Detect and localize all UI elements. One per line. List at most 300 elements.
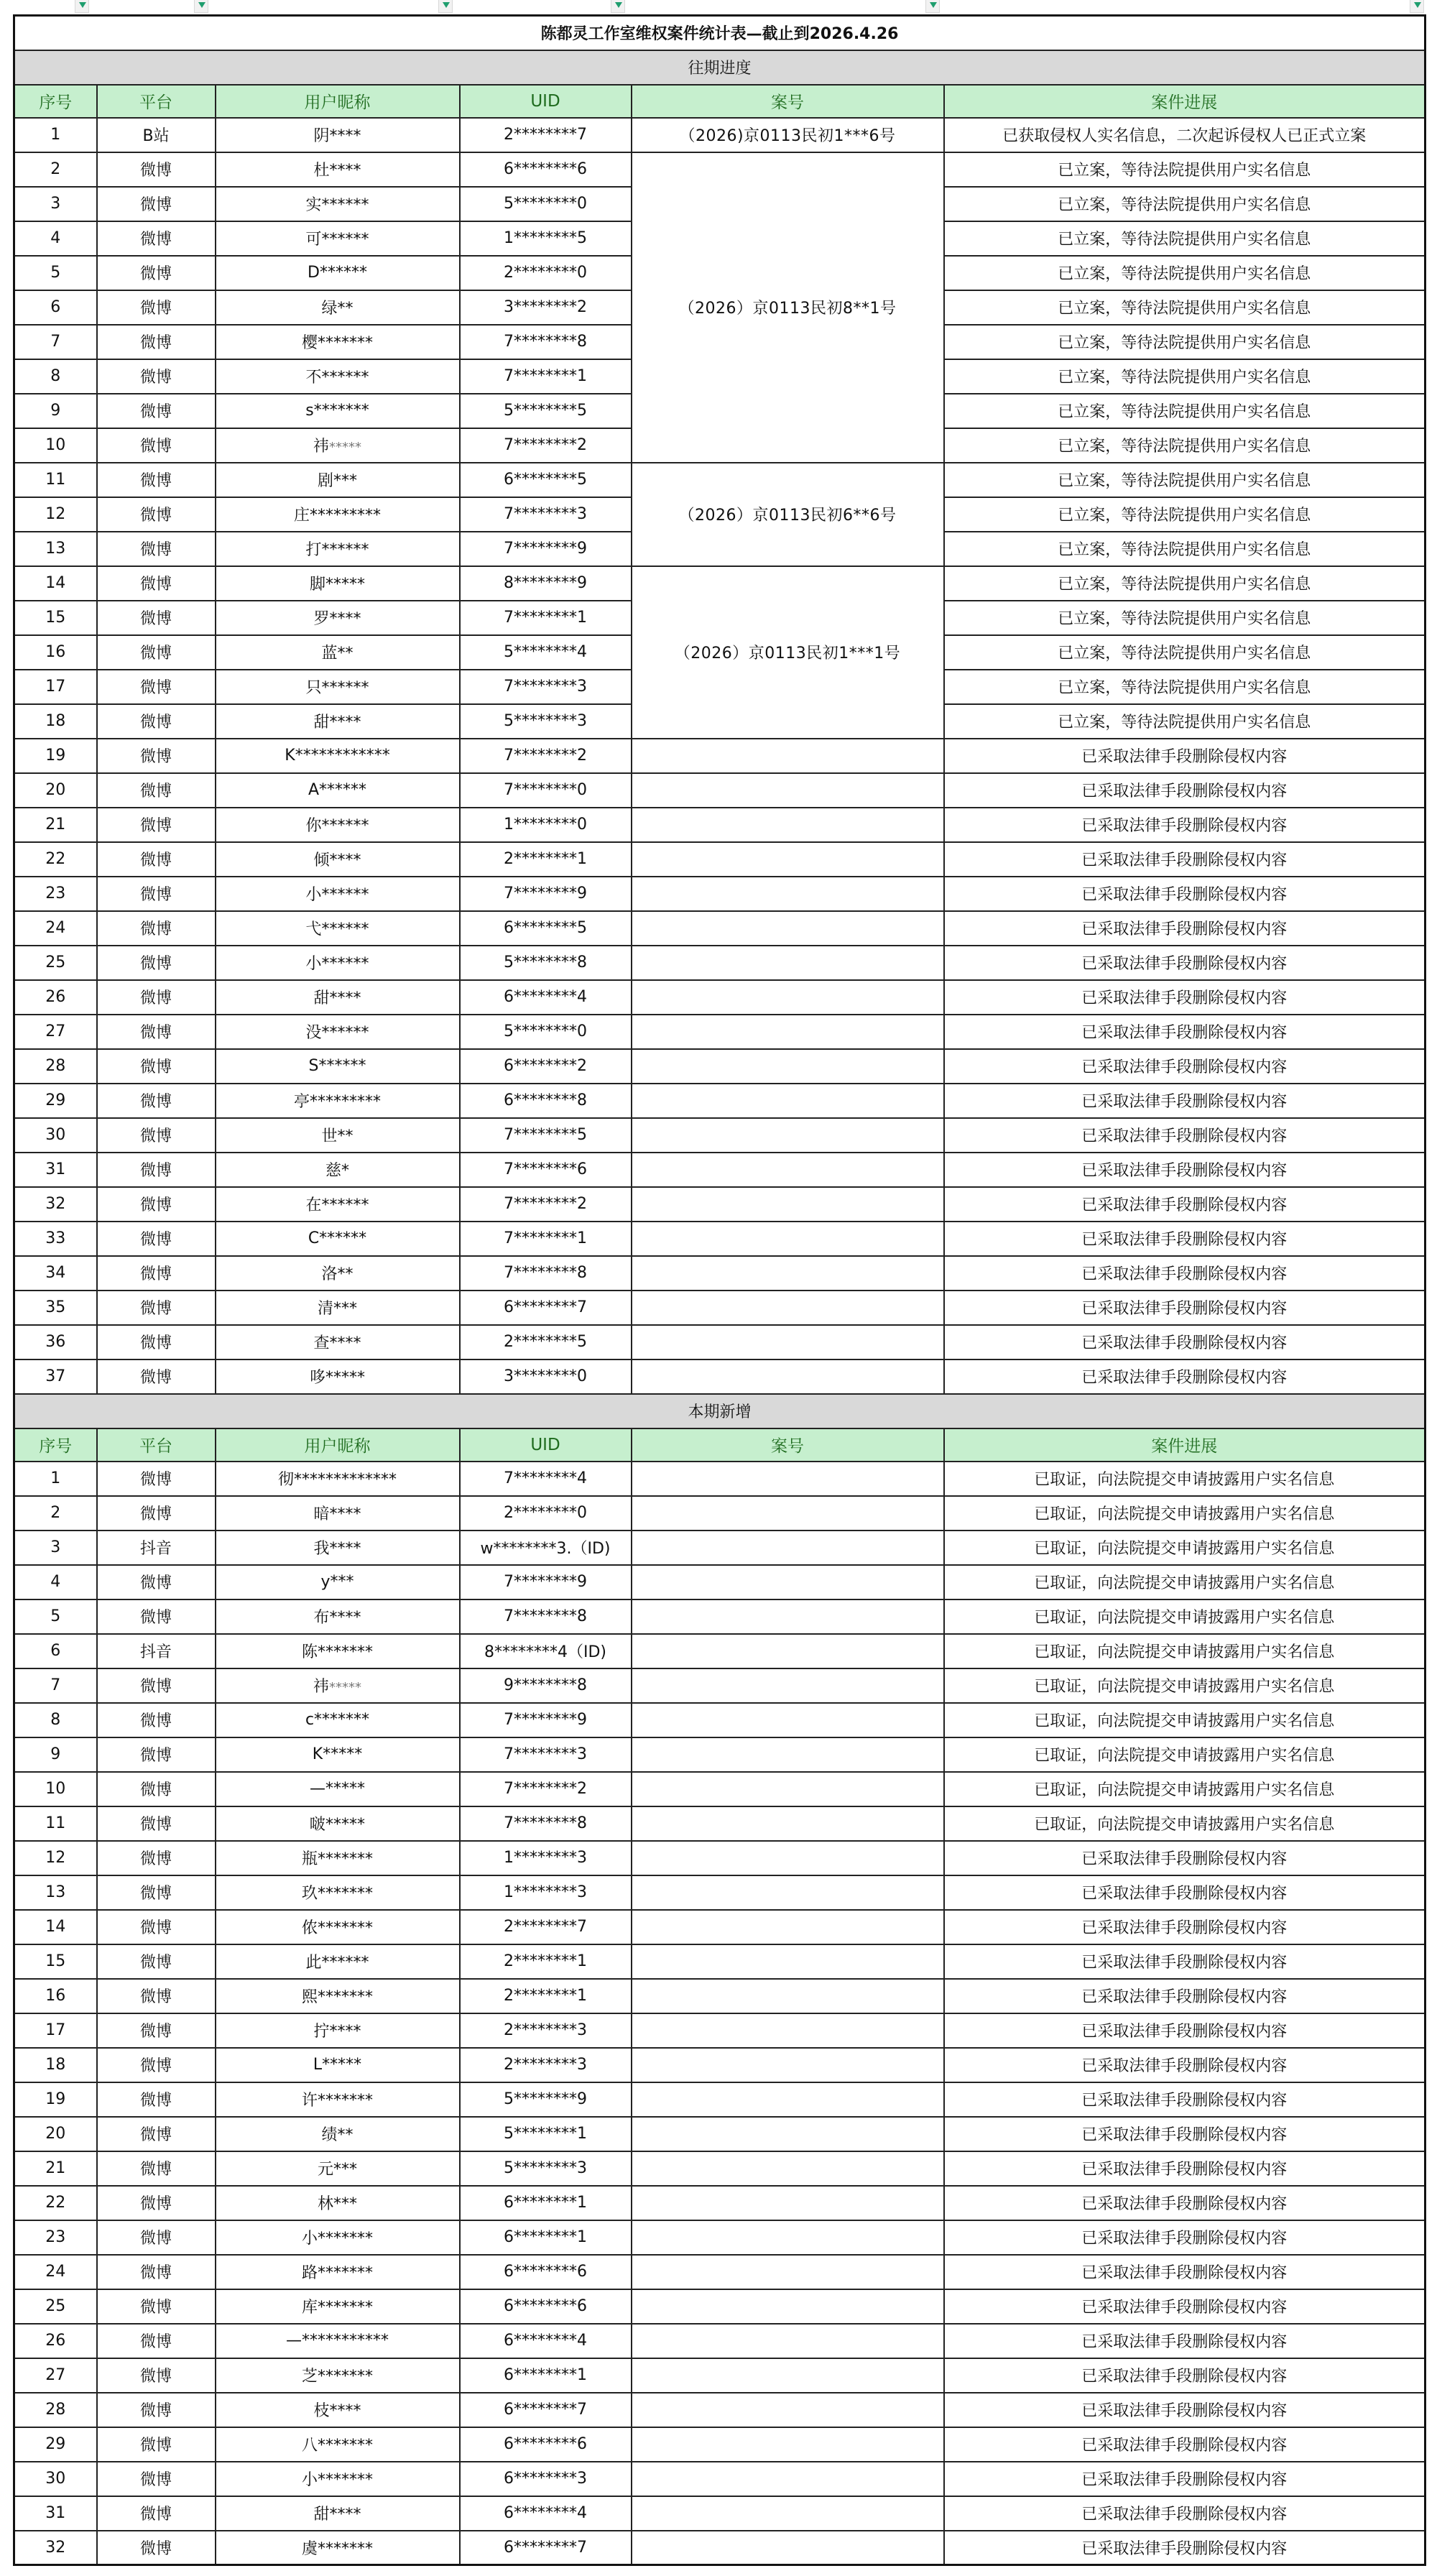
case-progress-cell: 已采取法律手段删除侵权内容 xyxy=(944,1875,1426,1910)
row-number: 16 xyxy=(14,1979,97,2013)
nickname-cell: 杜**** xyxy=(216,152,460,187)
platform-cell: 微博 xyxy=(97,2117,216,2151)
table-row xyxy=(14,1256,1426,1291)
platform-cell: 微博 xyxy=(97,2393,216,2427)
platform-cell: 微博 xyxy=(97,1084,216,1118)
table-row xyxy=(14,1772,1426,1806)
platform-cell: 微博 xyxy=(97,497,216,532)
row-number: 6 xyxy=(14,1634,97,1668)
case-progress-cell: 已采取法律手段删除侵权内容 xyxy=(944,1187,1426,1222)
nickname-cell: 弋****** xyxy=(216,911,460,946)
case-number-cell xyxy=(632,980,944,1015)
case-progress-cell: 已取证，向法院提交申请披露用户实名信息 xyxy=(944,1772,1426,1806)
table-row xyxy=(14,2013,1426,2048)
platform-cell: 微博 xyxy=(97,601,216,635)
case-progress-cell: 已采取法律手段删除侵权内容 xyxy=(944,2324,1426,2358)
case-progress-cell: 已采取法律手段删除侵权内容 xyxy=(944,980,1426,1015)
uid-cell: 5********0 xyxy=(460,187,632,221)
nickname-cell: 打****** xyxy=(216,532,460,566)
case-progress-cell: 已采取法律手段删除侵权内容 xyxy=(944,2117,1426,2151)
row-number: 35 xyxy=(14,1291,97,1325)
case-number-cell xyxy=(632,2289,944,2324)
column-header-uid[interactable]: UID xyxy=(460,85,632,118)
case-progress-cell: 已采取法律手段删除侵权内容 xyxy=(944,808,1426,842)
table-row xyxy=(14,1531,1426,1565)
case-progress-cell: 已采取法律手段删除侵权内容 xyxy=(944,2255,1426,2289)
case-progress-cell: 已采取法律手段删除侵权内容 xyxy=(944,1910,1426,1944)
case-number-cell xyxy=(632,1979,944,2013)
platform-cell: 微博 xyxy=(97,670,216,704)
case-progress-cell: 已采取法律手段删除侵权内容 xyxy=(944,946,1426,980)
column-header-row xyxy=(14,85,1426,118)
table-row xyxy=(14,1187,1426,1222)
case-progress-cell: 已采取法律手段删除侵权内容 xyxy=(944,1049,1426,1084)
uid-cell: 6********6 xyxy=(460,152,632,187)
case-progress-cell: 已采取法律手段删除侵权内容 xyxy=(944,2358,1426,2393)
uid-cell: 2********3 xyxy=(460,2048,632,2082)
case-progress-cell: 已取证，向法院提交申请披露用户实名信息 xyxy=(944,1634,1426,1668)
uid-cell: 6********1 xyxy=(460,2186,632,2220)
case-progress-cell: 已立案，等待法院提供用户实名信息 xyxy=(944,221,1426,256)
column-filter-dropdown-icon[interactable] xyxy=(438,0,453,13)
case-progress-cell: 已取证，向法院提交申请披露用户实名信息 xyxy=(944,1703,1426,1737)
nickname-cell: 倾**** xyxy=(216,842,460,877)
platform-cell: 微博 xyxy=(97,1599,216,1634)
case-progress-cell: 已采取法律手段删除侵权内容 xyxy=(944,1084,1426,1118)
uid-cell: 5********4 xyxy=(460,635,632,670)
uid-cell: 7********1 xyxy=(460,1222,632,1256)
platform-cell: 微博 xyxy=(97,1496,216,1531)
column-filter-dropdown-icon[interactable] xyxy=(194,0,208,13)
row-number: 3 xyxy=(14,187,97,221)
column-header-nickname[interactable]: 用户昵称 xyxy=(216,85,460,118)
table-row xyxy=(14,1910,1426,1944)
uid-cell: 6********3 xyxy=(460,2462,632,2496)
case-progress-cell: 已采取法律手段删除侵权内容 xyxy=(944,1841,1426,1875)
case-progress-cell: 已立案，等待法院提供用户实名信息 xyxy=(944,428,1426,463)
nickname-cell: 绿** xyxy=(216,290,460,325)
nickname-cell: —*********** xyxy=(216,2324,460,2358)
row-number: 21 xyxy=(14,808,97,842)
case-number-cell xyxy=(632,739,944,773)
case-progress-cell: 已采取法律手段删除侵权内容 xyxy=(944,2013,1426,2048)
table-row xyxy=(14,1496,1426,1531)
table-row xyxy=(14,739,1426,773)
platform-cell: 微博 xyxy=(97,1187,216,1222)
table-row xyxy=(14,1944,1426,1979)
platform-cell: 微博 xyxy=(97,2324,216,2358)
platform-cell: 微博 xyxy=(97,773,216,808)
uid-cell: 7********9 xyxy=(460,532,632,566)
nickname-cell: 阴**** xyxy=(216,118,460,152)
case-progress-cell: 已立案，等待法院提供用户实名信息 xyxy=(944,566,1426,601)
nickname-cell: 实****** xyxy=(216,187,460,221)
table-row xyxy=(14,1118,1426,1153)
column-header-case_no[interactable]: 案号 xyxy=(632,1428,944,1462)
case-number-cell xyxy=(632,1325,944,1359)
table-row xyxy=(14,1599,1426,1634)
case-number-cell xyxy=(632,1565,944,1599)
row-number: 22 xyxy=(14,2186,97,2220)
platform-cell: 微博 xyxy=(97,877,216,911)
row-number: 27 xyxy=(14,1015,97,1049)
nickname-cell: 亭********* xyxy=(216,1084,460,1118)
table-row xyxy=(14,1565,1426,1599)
case-progress-cell: 已立案，等待法院提供用户实名信息 xyxy=(944,532,1426,566)
case-number-cell xyxy=(632,773,944,808)
case-number-cell xyxy=(632,1944,944,1979)
case-number-cell xyxy=(632,1875,944,1910)
case-number-cell xyxy=(632,2255,944,2289)
platform-cell: 微博 xyxy=(97,2013,216,2048)
platform-cell: 微博 xyxy=(97,187,216,221)
nickname-initial: 祎 xyxy=(313,1678,329,1696)
uid-cell: 2********1 xyxy=(460,1944,632,1979)
row-number: 20 xyxy=(14,2117,97,2151)
uid-cell: 6********5 xyxy=(460,463,632,497)
uid-cell: 7********1 xyxy=(460,359,632,394)
table-row xyxy=(14,2427,1426,2462)
column-header-progress[interactable]: 案件进展 xyxy=(944,1428,1426,1462)
platform-cell: 微博 xyxy=(97,842,216,877)
column-header-nickname[interactable]: 用户昵称 xyxy=(216,1428,460,1462)
uid-cell: 7********5 xyxy=(460,1118,632,1153)
case-number-cell: （2026)京0113民初1***6号 xyxy=(632,118,944,152)
row-number: 1 xyxy=(14,118,97,152)
column-header-progress[interactable]: 案件进展 xyxy=(944,85,1426,118)
row-number: 5 xyxy=(14,1599,97,1634)
case-progress-cell: 已获取侵权人实名信息，二次起诉侵权人已正式立案 xyxy=(944,118,1426,152)
table-row xyxy=(14,1462,1426,1496)
case-number-cell xyxy=(632,2117,944,2151)
nickname-cell: 查**** xyxy=(216,1325,460,1359)
column-header-uid[interactable]: UID xyxy=(460,1428,632,1462)
row-number: 3 xyxy=(14,1531,97,1565)
nickname-cell: 熙******* xyxy=(216,1979,460,2013)
table-row xyxy=(14,911,1426,946)
nickname-cell: 拧**** xyxy=(216,2013,460,2048)
nickname-cell: A****** xyxy=(216,773,460,808)
case-progress-cell: 已立案，等待法院提供用户实名信息 xyxy=(944,635,1426,670)
case-number-cell xyxy=(632,2013,944,2048)
row-number: 8 xyxy=(14,359,97,394)
column-filter-dropdown-icon[interactable] xyxy=(75,0,89,13)
column-header-platform[interactable]: 平台 xyxy=(97,85,216,118)
table-row xyxy=(14,1668,1426,1703)
platform-cell: 微博 xyxy=(97,946,216,980)
case-number-cell xyxy=(632,1084,944,1118)
table-row xyxy=(14,1875,1426,1910)
platform-cell: B站 xyxy=(97,118,216,152)
case-number-cell xyxy=(632,2462,944,2496)
row-number: 15 xyxy=(14,601,97,635)
case-progress-cell: 已采取法律手段删除侵权内容 xyxy=(944,2186,1426,2220)
row-number: 23 xyxy=(14,2220,97,2255)
uid-cell: 7********2 xyxy=(460,1187,632,1222)
nickname-cell: 慈* xyxy=(216,1153,460,1187)
case-progress-cell: 已采取法律手段删除侵权内容 xyxy=(944,1222,1426,1256)
table-row xyxy=(14,2358,1426,2393)
platform-cell: 微博 xyxy=(97,1256,216,1291)
row-number: 34 xyxy=(14,1256,97,1291)
uid-cell: 6********6 xyxy=(460,2255,632,2289)
nickname-cell: 樱******* xyxy=(216,325,460,359)
table-row xyxy=(14,2255,1426,2289)
case-progress-cell: 已取证，向法院提交申请披露用户实名信息 xyxy=(944,1737,1426,1772)
row-number: 37 xyxy=(14,1359,97,1394)
nickname-cell: 蓝** xyxy=(216,635,460,670)
case-number-cell xyxy=(632,877,944,911)
table-row xyxy=(14,2151,1426,2186)
platform-cell: 微博 xyxy=(97,2358,216,2393)
platform-cell: 微博 xyxy=(97,2255,216,2289)
case-progress-cell: 已立案，等待法院提供用户实名信息 xyxy=(944,187,1426,221)
table-row xyxy=(14,1084,1426,1118)
nickname-cell: L***** xyxy=(216,2048,460,2082)
uid-cell: 8********4（ID) xyxy=(460,1634,632,1668)
section-label: 本期新增 xyxy=(14,1394,1426,1428)
column-header-row xyxy=(14,1428,1426,1462)
table-row xyxy=(14,1015,1426,1049)
case-statistics-table xyxy=(13,14,1426,2566)
table-row xyxy=(14,2289,1426,2324)
table-row xyxy=(14,1153,1426,1187)
nickname-cell: D****** xyxy=(216,256,460,290)
nickname-cell: 庄********* xyxy=(216,497,460,532)
row-number: 11 xyxy=(14,1806,97,1841)
column-header-no[interactable]: 序号 xyxy=(14,1428,97,1462)
uid-cell: 7********8 xyxy=(460,1599,632,1634)
uid-cell: 7********9 xyxy=(460,1703,632,1737)
platform-cell: 微博 xyxy=(97,1359,216,1394)
row-number: 10 xyxy=(14,1772,97,1806)
nickname-cell: 可****** xyxy=(216,221,460,256)
row-number: 24 xyxy=(14,911,97,946)
nickname-cell: —***** xyxy=(216,1772,460,1806)
platform-cell: 微博 xyxy=(97,152,216,187)
nickname-cell: 暗**** xyxy=(216,1496,460,1531)
case-number-cell xyxy=(632,842,944,877)
case-number-cell xyxy=(632,2220,944,2255)
nickname-cell: 虞******* xyxy=(216,2531,460,2565)
case-progress-cell: 已采取法律手段删除侵权内容 xyxy=(944,1291,1426,1325)
case-progress-cell: 已采取法律手段删除侵权内容 xyxy=(944,773,1426,808)
table-row xyxy=(14,118,1426,152)
case-number-cell xyxy=(632,1153,944,1187)
column-filter-dropdown-icon[interactable] xyxy=(611,0,625,13)
case-progress-cell: 已立案，等待法院提供用户实名信息 xyxy=(944,497,1426,532)
case-progress-cell: 已采取法律手段删除侵权内容 xyxy=(944,2531,1426,2565)
table-row xyxy=(14,1703,1426,1737)
column-filter-dropdown-icon[interactable] xyxy=(1410,0,1424,13)
case-number-cell xyxy=(632,911,944,946)
case-number-cell xyxy=(632,808,944,842)
uid-cell: 7********9 xyxy=(460,1565,632,1599)
table-row xyxy=(14,2462,1426,2496)
case-number-cell xyxy=(632,1772,944,1806)
case-number-cell xyxy=(632,1806,944,1841)
column-filter-dropdown-icon[interactable] xyxy=(925,0,940,13)
uid-cell: 2********5 xyxy=(460,1325,632,1359)
row-number: 18 xyxy=(14,704,97,739)
uid-cell: 6********7 xyxy=(460,1291,632,1325)
table-row xyxy=(14,2117,1426,2151)
uid-cell: 6********1 xyxy=(460,2358,632,2393)
case-progress-cell: 已取证，向法院提交申请披露用户实名信息 xyxy=(944,1496,1426,1531)
nickname-cell: C****** xyxy=(216,1222,460,1256)
uid-cell: 6********7 xyxy=(460,2531,632,2565)
platform-cell: 抖音 xyxy=(97,1531,216,1565)
row-number: 30 xyxy=(14,1118,97,1153)
case-number-cell xyxy=(632,1703,944,1737)
row-number: 2 xyxy=(14,1496,97,1531)
nickname-cell: 彻************* xyxy=(216,1462,460,1496)
case-number-cell xyxy=(632,2358,944,2393)
uid-cell: 6********6 xyxy=(460,2427,632,2462)
nickname-cell: 库******* xyxy=(216,2289,460,2324)
platform-cell: 微博 xyxy=(97,463,216,497)
case-number-cell xyxy=(632,2048,944,2082)
case-progress-cell: 已取证，向法院提交申请披露用户实名信息 xyxy=(944,1668,1426,1703)
case-progress-cell: 已取证，向法院提交申请披露用户实名信息 xyxy=(944,1565,1426,1599)
row-number: 5 xyxy=(14,256,97,290)
case-progress-cell: 已立案，等待法院提供用户实名信息 xyxy=(944,290,1426,325)
table-row xyxy=(14,1979,1426,2013)
uid-cell: 5********5 xyxy=(460,394,632,428)
platform-cell: 微博 xyxy=(97,1703,216,1737)
case-progress-cell: 已立案，等待法院提供用户实名信息 xyxy=(944,670,1426,704)
uid-cell: 6********4 xyxy=(460,2324,632,2358)
row-number: 17 xyxy=(14,2013,97,2048)
section-row-past xyxy=(14,50,1426,85)
table-row xyxy=(14,2393,1426,2427)
nickname-cell: 此****** xyxy=(216,1944,460,1979)
case-progress-cell: 已采取法律手段删除侵权内容 xyxy=(944,1979,1426,2013)
platform-cell: 微博 xyxy=(97,1668,216,1703)
uid-cell: 1********3 xyxy=(460,1875,632,1910)
column-header-platform[interactable]: 平台 xyxy=(97,1428,216,1462)
case-progress-cell: 已立案，等待法院提供用户实名信息 xyxy=(944,394,1426,428)
uid-cell: 7********3 xyxy=(460,497,632,532)
platform-cell: 微博 xyxy=(97,1737,216,1772)
case-progress-cell: 已立案，等待法院提供用户实名信息 xyxy=(944,601,1426,635)
row-number: 28 xyxy=(14,2393,97,2427)
platform-cell: 微博 xyxy=(97,2462,216,2496)
platform-cell: 微博 xyxy=(97,2427,216,2462)
table-row xyxy=(14,566,1426,601)
platform-cell: 微博 xyxy=(97,2151,216,2186)
case-progress-cell: 已采取法律手段删除侵权内容 xyxy=(944,1359,1426,1394)
row-number: 22 xyxy=(14,842,97,877)
row-number: 4 xyxy=(14,221,97,256)
case-progress-cell: 已采取法律手段删除侵权内容 xyxy=(944,2462,1426,2496)
table-row xyxy=(14,2186,1426,2220)
row-number: 7 xyxy=(14,1668,97,1703)
uid-cell: 7********3 xyxy=(460,670,632,704)
uid-cell: 5********3 xyxy=(460,704,632,739)
section-row-new xyxy=(14,1394,1426,1428)
uid-cell: 5********9 xyxy=(460,2082,632,2117)
platform-cell: 微博 xyxy=(97,1049,216,1084)
case-progress-cell: 已采取法律手段删除侵权内容 xyxy=(944,1256,1426,1291)
nickname-cell: 芝******* xyxy=(216,2358,460,2393)
platform-cell: 微博 xyxy=(97,1153,216,1187)
row-number: 27 xyxy=(14,2358,97,2393)
case-number-cell: （2026）京0113民初8**1号 xyxy=(632,152,944,463)
row-number: 11 xyxy=(14,463,97,497)
platform-cell: 微博 xyxy=(97,1841,216,1875)
uid-cell: 7********6 xyxy=(460,1153,632,1187)
case-progress-cell: 已采取法律手段删除侵权内容 xyxy=(944,2220,1426,2255)
column-header-no[interactable]: 序号 xyxy=(14,85,97,118)
uid-cell: 7********4 xyxy=(460,1462,632,1496)
uid-cell: 6********5 xyxy=(460,911,632,946)
column-header-case_no[interactable]: 案号 xyxy=(632,85,944,118)
uid-cell: 7********2 xyxy=(460,428,632,463)
platform-cell: 微博 xyxy=(97,428,216,463)
table-row xyxy=(14,1359,1426,1394)
uid-cell: 7********8 xyxy=(460,1806,632,1841)
table-row xyxy=(14,1325,1426,1359)
row-number: 15 xyxy=(14,1944,97,1979)
row-number: 17 xyxy=(14,670,97,704)
table-row xyxy=(14,152,1426,187)
nickname-cell: S****** xyxy=(216,1049,460,1084)
platform-cell: 微博 xyxy=(97,1944,216,1979)
row-number: 36 xyxy=(14,1325,97,1359)
row-number: 9 xyxy=(14,394,97,428)
case-progress-cell: 已采取法律手段删除侵权内容 xyxy=(944,2082,1426,2117)
table-row xyxy=(14,980,1426,1015)
row-number: 6 xyxy=(14,290,97,325)
uid-cell: 5********0 xyxy=(460,1015,632,1049)
nickname-cell: 小****** xyxy=(216,946,460,980)
uid-cell: 7********2 xyxy=(460,1772,632,1806)
case-number-cell xyxy=(632,1910,944,1944)
table-row xyxy=(14,946,1426,980)
platform-cell: 微博 xyxy=(97,1806,216,1841)
uid-cell: 1********3 xyxy=(460,1841,632,1875)
uid-cell: 7********8 xyxy=(460,325,632,359)
case-number-cell: （2026）京0113民初1***1号 xyxy=(632,566,944,739)
nickname-cell: 啵***** xyxy=(216,1806,460,1841)
row-number: 31 xyxy=(14,1153,97,1187)
case-number-cell xyxy=(632,2393,944,2427)
row-number: 19 xyxy=(14,739,97,773)
nickname-cell: 玖******* xyxy=(216,1875,460,1910)
nickname-cell: 剧*** xyxy=(216,463,460,497)
case-number-cell xyxy=(632,1222,944,1256)
uid-cell: 7********2 xyxy=(460,739,632,773)
uid-cell: 1********5 xyxy=(460,221,632,256)
uid-cell: 1********0 xyxy=(460,808,632,842)
nickname-cell: 绩** xyxy=(216,2117,460,2151)
table-row xyxy=(14,1291,1426,1325)
row-number: 20 xyxy=(14,773,97,808)
platform-cell: 微博 xyxy=(97,2220,216,2255)
platform-cell: 微博 xyxy=(97,325,216,359)
row-number: 23 xyxy=(14,877,97,911)
case-progress-cell: 已采取法律手段删除侵权内容 xyxy=(944,739,1426,773)
platform-cell: 微博 xyxy=(97,394,216,428)
nickname-cell: K************ xyxy=(216,739,460,773)
uid-cell: 2********3 xyxy=(460,2013,632,2048)
uid-cell: 6********6 xyxy=(460,2289,632,2324)
table-row xyxy=(14,773,1426,808)
platform-cell: 微博 xyxy=(97,532,216,566)
uid-cell: 2********7 xyxy=(460,118,632,152)
platform-cell: 微博 xyxy=(97,256,216,290)
